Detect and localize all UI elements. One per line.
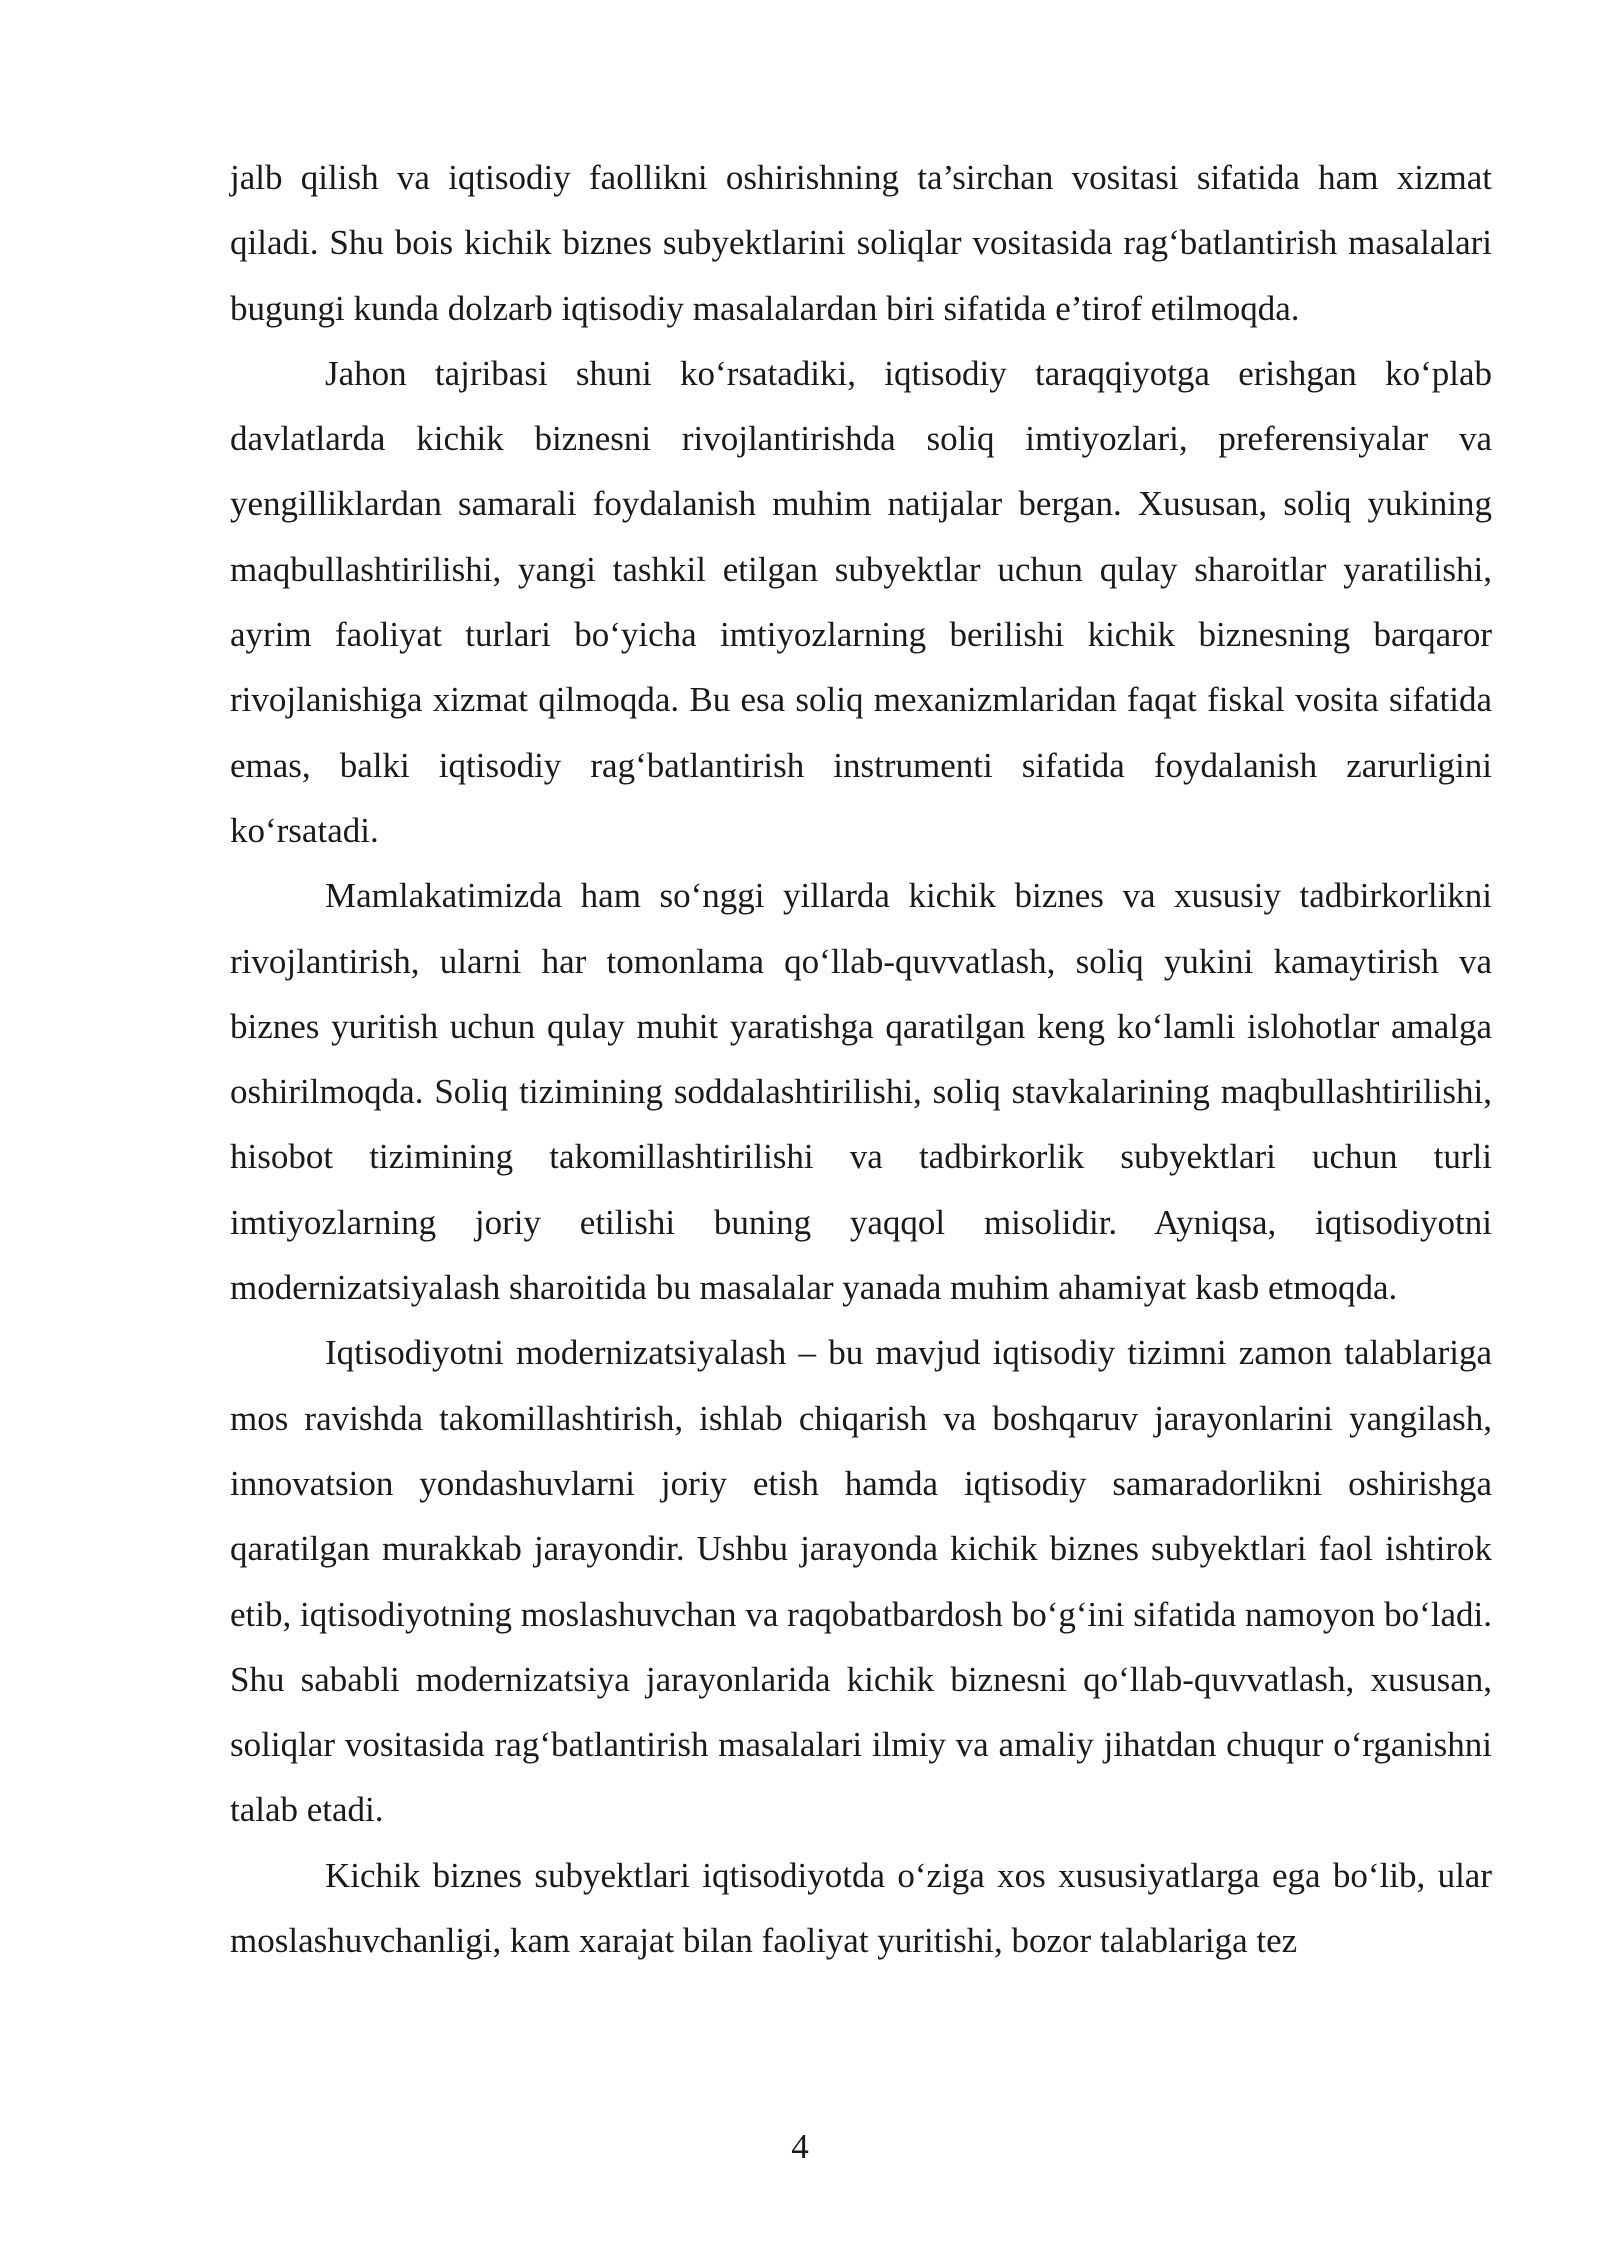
body-text <box>230 145 1492 1973</box>
paragraph-4: Iqtisodiyotni modernizatsiyalash – bu mavjud iqtisodiy tizimni zamon talablariga mos ravishda takomillashtirish, ishlab chiqarish va boshqaruv jarayonlarini yangilash, innovatsion yondashuvlarni joriy etish hamda iqtisodiy samaradorlikni oshirishga qaratilgan murakkab jarayondir. Ushbu jarayonda kichik biznes subyektlari faol ishtirok etib, iqtisodiyotning moslashuvchan va raqobatbardosh bo‘g‘ini sifatida namoyon bo‘ladi. Shu sababli modernizatsiya jarayonlarida kichik biznesni qo‘llab-quvvatlash, xususan, soliqlar vositasida rag‘batlantirish masalalari ilmiy va amaliy jihatdan chuqur o‘rganishni talab etadi. <box>230 1333 1492 1830</box>
page-number: 4 <box>791 2127 809 2166</box>
paragraph-3: Mamlakatimizda ham so‘nggi yillarda kichik biznes va xususiy tadbirkorlikni rivojlantirish, ularni har tomonlama qo‘llab-quvvatlash, soliq yukini kamaytirish va biznes yuritish uchun qulay muhit yaratishga qaratilgan keng ko‘lamli islohotlar amalga oshirilmoqda. Soliq tizimining soddalashtirilishi, soliq stavkalarining maqbullashtirilishi, hisobot tizimining takomillashtirilishi va tadbirkorlik subyektlari uchun turli imtiyozlarning joriy etilishi buning yaqqol misolidir. Ayniqsa, iqtisodiyotni modernizatsiyalash sharoitida bu masalalar yanada muhim ahamiyat kasb etmoqda. <box>230 876 1492 1308</box>
paragraph-1: jalb qilish va iqtisodiy faollikni oshirishning ta’sirchan vositasi sifatida ham xizmat qiladi. Shu bois kichik biznes subyektlarini soliqlar vositasida rag‘batlantirish masalalari bugungi kunda dolzarb iqtisodiy masalalardan biri sifatida e’tirof etilmoqda. <box>230 158 1492 328</box>
paragraph-2: Jahon tajribasi shuni ko‘rsatadiki, iqtisodiy taraqqiyotga erishgan ko‘plab davlatlarda kichik biznesni rivojlantirishda soliq imtiyozlari, preferensiyalar va yengilliklardan samarali foydalanish muhim natijalar bergan. Xususan, soliq yukining maqbullashtirilishi, yangi tashkil etilgan subyektlar uchun qulay sharoitlar yaratilishi, ayrim faoliyat turlari bo‘yicha imtiyozlarning berilishi kichik biznesning barqaror rivojlanishiga xizmat qilmoqda. Bu esa soliq mexanizmlaridan faqat fiskal vosita sifatida emas, balki iqtisodiy rag‘batlantirish instrumenti sifatida foydalanish zarurligini ko‘rsatadi. <box>230 353 1492 850</box>
paragraph-5: Kichik biznes subyektlari iqtisodiyotda o‘ziga xos xususiyatlarga ega bo‘lib, ular moslashuvchanligi, kam xarajat bilan faoliyat yuritishi, bozor talablariga tez <box>230 1855 1492 1961</box>
